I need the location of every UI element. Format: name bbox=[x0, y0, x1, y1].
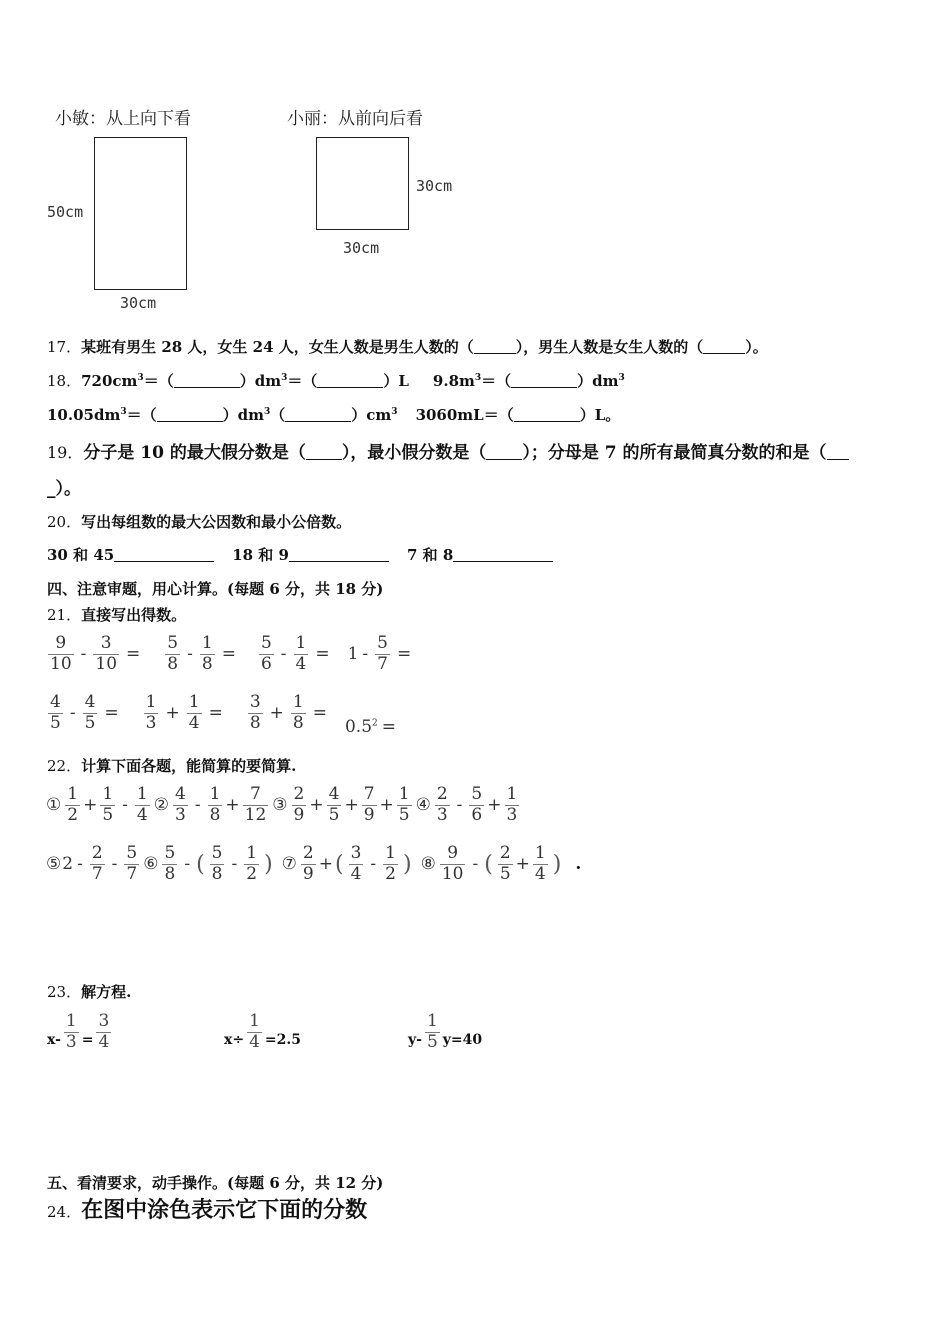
answer-blank[interactable] bbox=[474, 338, 516, 354]
answer-blank[interactable] bbox=[453, 546, 553, 562]
question-19-continued: _）。 bbox=[47, 479, 81, 499]
answer-blank[interactable] bbox=[703, 338, 745, 354]
right-height-label: 30cm bbox=[416, 177, 453, 195]
question-22: 22．计算下面各题，能简算的要简算. bbox=[47, 757, 297, 775]
answer-blank[interactable] bbox=[114, 546, 214, 562]
front-view-square bbox=[316, 137, 409, 230]
answer-blank[interactable] bbox=[827, 442, 849, 460]
q22-row-2: ⑤ 2 - $\frac{2}{7}$ - $\frac{5}{7}$ ⑥ $\frac{5}{8}$ - ( $\frac{5}{8}$ - $\frac{1}{2}$ ) ⑦ $\frac{2}{9}$ + ( $\frac{3}{4}$ - $\frac{1}{2}$ ) ⑧ $\frac{9}{10}$ - ( $\frac{2}{5}$ + $\frac{1}{4}$ ) . bbox=[46, 843, 582, 884]
question-20-groups: 30 和 45 18 和 9 7 和 8 bbox=[47, 544, 553, 565]
right-width-label: 30cm bbox=[343, 239, 380, 257]
equation-1: x- $\frac{1}{3}$ = $\frac{3}{4}$ bbox=[47, 1011, 110, 1052]
q22-row-1: ① $\frac{1}{2}$ + $\frac{1}{5}$ - $\frac{1}{4}$ ② $\frac{4}{3}$ - $\frac{1}{8}$ + $\frac{7}{12}$ ③ $\frac{2}{9}$ + $\frac{4}{5}$ + $\frac{7}{9}$ + $\frac{1}{5}$ ④ $\frac{2}{3}$ - $\frac{5}{6}$ + $\frac{1}{3}$ bbox=[46, 784, 518, 825]
answer-blank[interactable] bbox=[285, 406, 351, 422]
q21-row-2: $\frac{4}{5}$ - $\frac{4}{5}$ = $\frac{1}{3}$ + $\frac{1}{4}$ = $\frac{3}{8}$ + $\frac{1}{8}$ = $0.5^2$ = bbox=[50, 692, 396, 738]
answer-blank[interactable] bbox=[157, 406, 223, 422]
left-height-label: 50cm bbox=[47, 203, 84, 221]
section-4-heading: 四、注意审题，用心计算。(每题 6 分，共 18 分) bbox=[47, 580, 384, 598]
question-24: 24．在图中涂色表示它下面的分数 bbox=[47, 1197, 368, 1223]
answer-blank[interactable] bbox=[514, 406, 580, 422]
section-5-heading: 五、看清要求，动手操作。(每题 6 分，共 12 分) bbox=[47, 1174, 384, 1192]
answer-blank[interactable] bbox=[317, 372, 383, 388]
question-20: 20．写出每组数的最大公因数和最小公倍数。 bbox=[47, 513, 352, 531]
answer-blank[interactable] bbox=[511, 372, 577, 388]
q21-row-1: $\frac{9}{10}$ - $\frac{3}{10}$ = $\frac{5}{8}$ - $\frac{1}{8}$ = $\frac{5}{6}$ - $\frac{1}{4}$ = 1 - $\frac{5}{7}$ = bbox=[50, 633, 412, 674]
question-21: 21．直接写出得数。 bbox=[47, 606, 187, 624]
question-18-line-1: 18．$720cm^3=$（ ）$dm^3=$（ ）L $9.8m^3=$（ ）$dm^3$ bbox=[47, 372, 625, 390]
answer-blank[interactable] bbox=[174, 372, 240, 388]
question-19: 19．分子是 10 的最大假分数是（ ），最小假分数是（ ）；分母是 7 的所有最简真分数的和是（ bbox=[47, 438, 849, 463]
answer-blank[interactable] bbox=[289, 546, 389, 562]
answer-blank[interactable] bbox=[486, 442, 522, 460]
left-view-label: 小敏：从上向下看 bbox=[55, 109, 191, 129]
left-width-label: 30cm bbox=[120, 294, 157, 312]
equation-3: y- $\frac{1}{5}$ y=40 bbox=[408, 1011, 483, 1052]
question-17: 17．某班有男生 28 人，女生 24 人，女生人数是男生人数的（ ），男生人数是女生人数的（ ）。 bbox=[47, 338, 768, 356]
question-23: 23．解方程. bbox=[47, 983, 132, 1001]
equation-2: x÷ $\frac{1}{4}$ =2.5 bbox=[224, 1011, 301, 1052]
answer-blank[interactable] bbox=[306, 442, 342, 460]
question-18-line-2: $10.05dm^3=$（ ）$dm^3$（ ）$cm^3$ 3060mL＝（ ）L。 bbox=[47, 406, 621, 424]
top-view-rectangle bbox=[94, 137, 187, 290]
right-view-label: 小丽：从前向后看 bbox=[287, 109, 423, 129]
